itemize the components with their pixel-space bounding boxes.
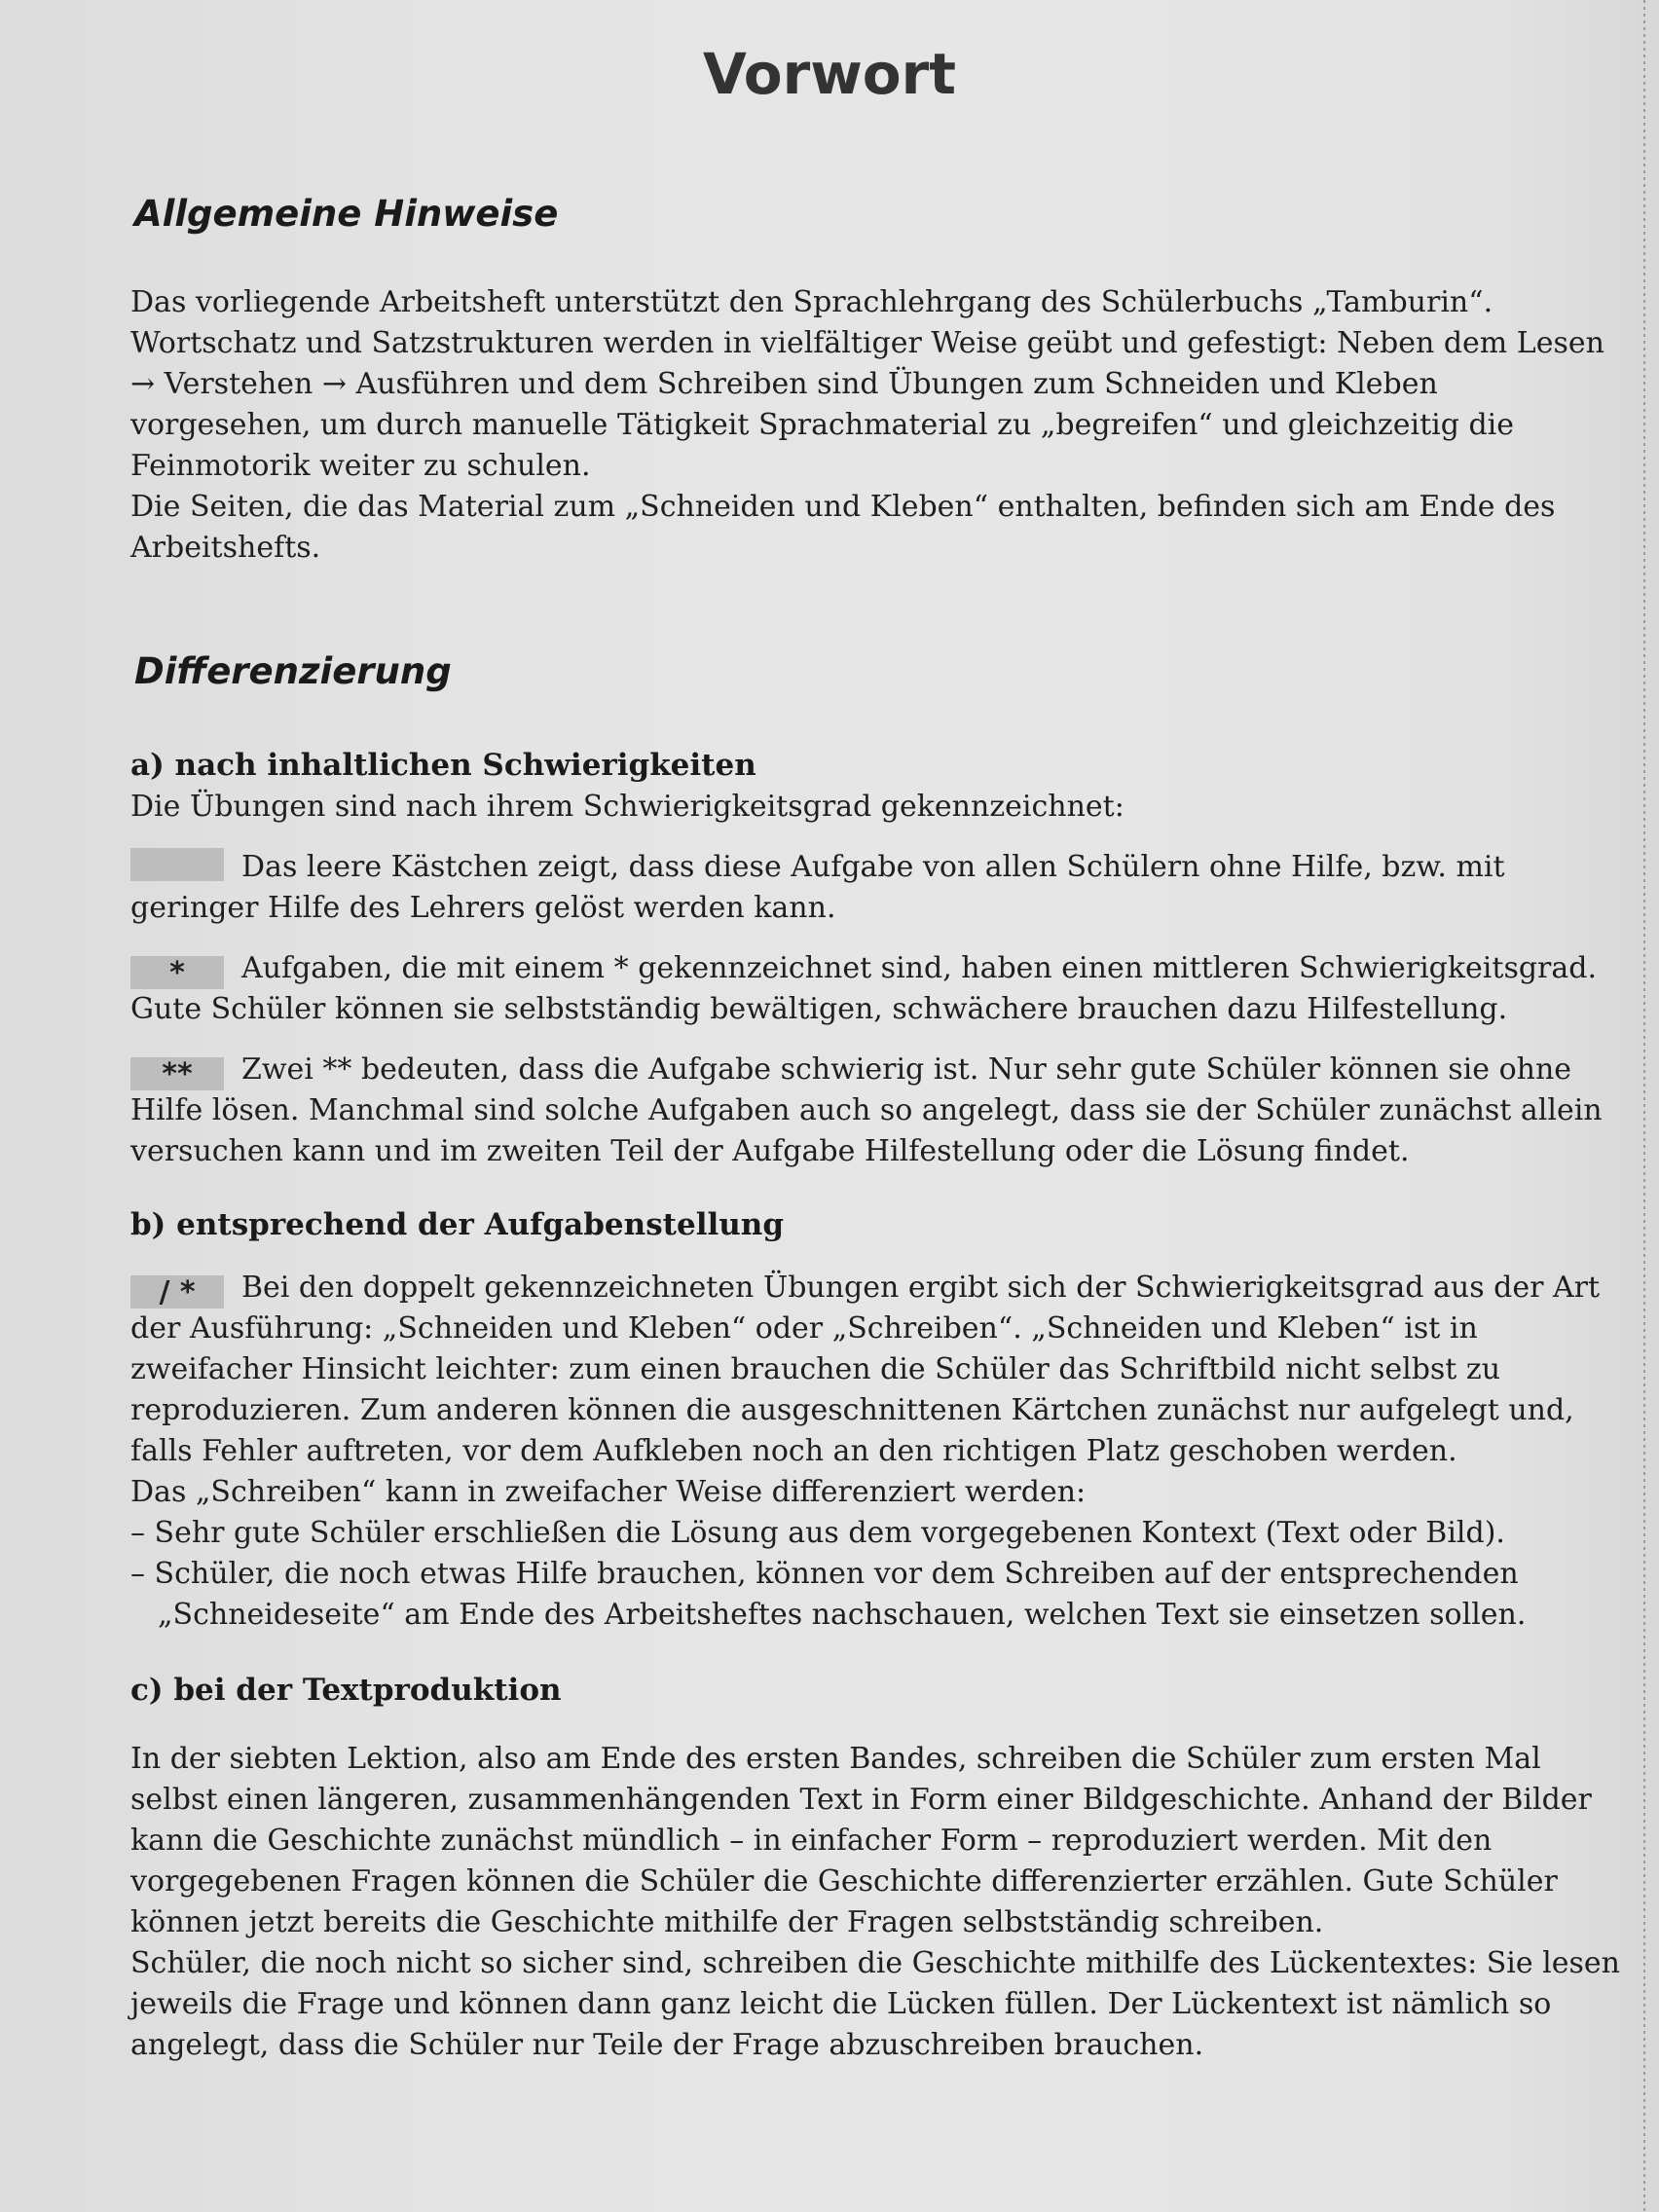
heading-differenzierung: Differenzierung [134, 650, 452, 692]
section-b [130, 1268, 1624, 1636]
paragraph-intro: Das vorliegende Arbeitsheft unterstützt den Sprachlehrgang des Schülerbuchs „Tamburin“. Wortschatz und Satzstrukturen werden in vielfältiger Weise geübt und gefestigt: Neben dem Lesen → Verstehen → Ausführen und dem Schreiben sind Übungen zum Schneiden und Kleben vorgesehen, um durch manuelle Tätigkeit Sprachmaterial zu „begreifen“ und gleichzeitig die Feinmotorik weiter zu schulen. [130, 285, 1604, 483]
section-general-notes [130, 282, 1624, 569]
list-item-dash-2: – Schüler, die noch etwas Hilfe brauchen, können vor dem Schreiben auf der entsprechenden „Schneideseite“ am Ende des Arbeitsheftes nachschauen, welchen Text sie einsetzen sollen. [130, 1557, 1527, 1632]
paragraph-c-1: In der siebten Lektion, also am Ende des ersten Bandes, schreiben die Schüler zum ersten Mal selbst einen längeren, zusammenhängenden Text in Form einer Bildgeschichte. Anhand der Bilder kann die Geschichte zunächst mündlich – in einfacher Form – reproduziert werden. Mit den vorgegebenen Fragen können die Schüler die Geschichte differenzierter erzählen. Gute Schüler können jetzt bereits die Geschichte mithilfe der Fragen selbstständig schreiben. [130, 1742, 1592, 1939]
slash-star-box-icon: / * [130, 1275, 224, 1309]
item-two-stars [130, 1050, 1624, 1172]
heading-c: c) bei der Textproduktion [130, 1673, 562, 1708]
paragraph-b-main [130, 1268, 1624, 1472]
item-empty-box-text: Das leere Kästchen zeigt, dass diese Aufgabe von allen Schülern ohne Hilfe, bzw. mit geringer Hilfe des Lehrers gelöst werden kann. [130, 850, 1505, 925]
list-item-dash-1: – Sehr gute Schüler erschließen die Lösung aus dem vorgegebenen Kontext (Text oder Bild). [130, 1516, 1505, 1550]
paragraph-a-intro: Die Übungen sind nach ihrem Schwierigkeitsgrad gekennzeichnet: [130, 790, 1124, 824]
heading-b: b) entsprechend der Aufgabenstellung [130, 1207, 784, 1242]
heading-allgemeine-hinweise: Allgemeine Hinweise [134, 193, 559, 235]
item-two-stars-text: Zwei ** bedeuten, dass die Aufgabe schwierig ist. Nur sehr gute Schüler können sie ohne Hilfe lösen. Manchmal sind solche Aufgaben auch so angelegt, dass sie der Schüler zunächst allein versuchen kann und im zweiten Teil der Aufgabe Hilfestellung oder die Lösung findet. [130, 1052, 1603, 1168]
double-star-box-icon: ** [130, 1057, 224, 1090]
star-box-icon: * [130, 956, 224, 989]
item-one-star-text: Aufgaben, die mit einem * gekennzeichnet sind, haben einen mittleren Schwierigkeitsgrad. Gute Schüler können sie selbstständig bewältigen, schwächere brauchen dazu Hilfestellung. [130, 951, 1598, 1026]
item-empty-box [130, 847, 1624, 929]
paragraph-b-main-text: Bei den doppelt gekennzeichneten Übungen ergibt sich der Schwierigkeitsgrad aus der Art der Ausführung: „Schneiden und Kleben“ oder „Schreiben“. „Schneiden und Kleben“ ist in zweifacher Hinsicht leichter: zum einen brauchen die Schüler das Schriftbild nicht selbst zu reproduzieren. Zum anderen können die ausgeschnittenen Kärtchen zunächst nur aufgelegt und, falls Fehler auftreten, vor dem Aufkleben noch an den richtigen Platz geschoben werden. [130, 1271, 1601, 1468]
empty-box-icon [130, 848, 224, 881]
item-one-star [130, 948, 1624, 1030]
page-title: Vorwort [703, 41, 956, 107]
section-a [130, 787, 1624, 1172]
section-c [130, 1739, 1624, 2066]
page-edge [1643, 0, 1645, 2212]
heading-a: a) nach inhaltlichen Schwierigkeiten [130, 748, 756, 783]
paragraph-c-2: Schüler, die noch nicht so sicher sind, schreiben die Geschichte mithilfe des Lückentextes: Sie lesen jeweils die Frage und können dann ganz leicht die Lücken füllen. Der Lückentext ist nämlich so angelegt, dass die Schüler nur Teile der Frage abzuschreiben brauchen. [130, 1946, 1620, 2062]
paragraph-material-pages: Die Seiten, die das Material zum „Schneiden und Kleben“ enthalten, befinden sich am Ende des Arbeitshefts. [130, 490, 1556, 565]
paragraph-b-writing: Das „Schreiben“ kann in zweifacher Weise differenziert werden: [130, 1475, 1087, 1509]
